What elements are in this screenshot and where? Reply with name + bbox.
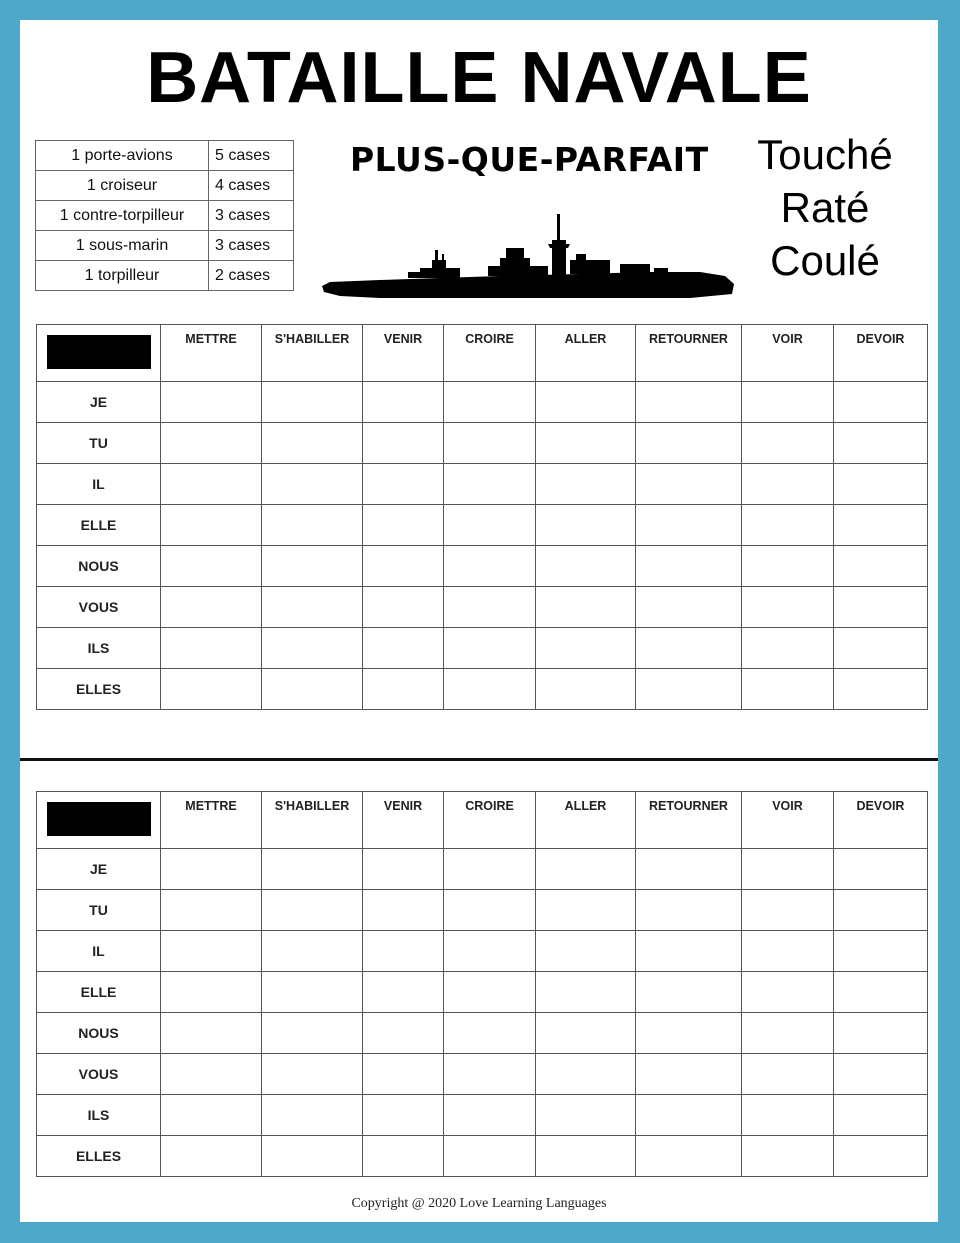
grid-cell[interactable] [536, 849, 636, 890]
ship-row [36, 141, 294, 171]
grid-cell[interactable] [636, 1136, 742, 1177]
grid-cell[interactable] [742, 546, 834, 587]
grid-cell[interactable] [444, 931, 536, 972]
result-sunk: Coulé [770, 237, 880, 284]
pronoun-label: IL [37, 931, 161, 972]
ship-size: 5 cases [209, 141, 294, 171]
grid-cell[interactable] [636, 587, 742, 628]
grid-cell[interactable] [742, 587, 834, 628]
grid-cell[interactable] [742, 669, 834, 710]
grid-cell[interactable] [834, 1136, 928, 1177]
ship-name: 1 croiseur [36, 171, 209, 201]
grid-row [37, 1013, 928, 1054]
grid-cell[interactable] [834, 1095, 928, 1136]
grid-cell[interactable] [536, 546, 636, 587]
verb-label: RETOURNER [649, 799, 728, 813]
grid-cell[interactable] [262, 546, 363, 587]
pronoun-label: ELLE [37, 972, 161, 1013]
grid-row [37, 628, 928, 669]
verb-header [363, 325, 444, 382]
ship-size: 3 cases [209, 201, 294, 231]
grid-cell[interactable] [444, 669, 536, 710]
verb-header [161, 792, 262, 849]
grid-cell[interactable] [161, 890, 262, 931]
grid-cell[interactable] [834, 669, 928, 710]
grid-cell[interactable] [161, 1136, 262, 1177]
grid-cell[interactable] [834, 587, 928, 628]
verb-label: METTRE [185, 799, 237, 813]
verb-label: ALLER [564, 799, 607, 813]
grid-cell[interactable] [262, 1095, 363, 1136]
grid-cell[interactable] [161, 423, 262, 464]
grid-cell[interactable] [636, 972, 742, 1013]
ship-row [36, 261, 294, 291]
battleship-silhouette-icon [320, 210, 740, 302]
pronoun-label: ILS [37, 1095, 161, 1136]
grid-cell[interactable] [834, 505, 928, 546]
grid-cell[interactable] [262, 849, 363, 890]
grid-cell[interactable] [262, 931, 363, 972]
grid-cell[interactable] [536, 423, 636, 464]
verb-label: DEVOIR [856, 332, 905, 346]
grid-cell[interactable] [444, 505, 536, 546]
grid-cell[interactable] [636, 849, 742, 890]
verb-header [742, 792, 834, 849]
grid-cell[interactable] [363, 1095, 444, 1136]
grid-cell[interactable] [262, 382, 363, 423]
grid-cell[interactable] [444, 1136, 536, 1177]
grid-cell[interactable] [262, 972, 363, 1013]
verb-header [363, 792, 444, 849]
grid-row [37, 423, 928, 464]
grid-cell[interactable] [444, 1054, 536, 1095]
grid-cell[interactable] [536, 1095, 636, 1136]
grid-cell[interactable] [742, 505, 834, 546]
grid-cell[interactable] [636, 546, 742, 587]
ship-name: 1 porte-avions [36, 141, 209, 171]
grid-cell[interactable] [363, 890, 444, 931]
grid-cell[interactable] [161, 464, 262, 505]
grid-cell[interactable] [363, 546, 444, 587]
result-hit: Touché [757, 131, 893, 178]
verb-label: METTRE [185, 332, 237, 346]
verb-header [636, 325, 742, 382]
grid-cell[interactable] [536, 587, 636, 628]
pronoun-label: NOUS [37, 546, 161, 587]
ship-row [36, 171, 294, 201]
grid-cell[interactable] [363, 1054, 444, 1095]
grid-cell[interactable] [834, 849, 928, 890]
grid-cell[interactable] [363, 1013, 444, 1054]
grid-cell[interactable] [636, 931, 742, 972]
grid-cell[interactable] [536, 931, 636, 972]
grid-cell[interactable] [834, 628, 928, 669]
grid-cell[interactable] [536, 382, 636, 423]
grid-cell[interactable] [161, 505, 262, 546]
grid-cell[interactable] [161, 546, 262, 587]
verb-label: ALLER [564, 332, 607, 346]
grid-cell[interactable] [363, 505, 444, 546]
grid-cell[interactable] [636, 890, 742, 931]
grid-cell[interactable] [834, 972, 928, 1013]
grid-cell[interactable] [363, 587, 444, 628]
verb-header [636, 792, 742, 849]
grid-cell[interactable] [262, 1136, 363, 1177]
grid-cell[interactable] [834, 423, 928, 464]
grid-cell[interactable] [363, 972, 444, 1013]
grid-row [37, 464, 928, 505]
verb-header [742, 325, 834, 382]
grid-row [37, 546, 928, 587]
grid-cell[interactable] [536, 669, 636, 710]
grid-cell[interactable] [536, 628, 636, 669]
grid-cell[interactable] [161, 972, 262, 1013]
verb-header [262, 792, 363, 849]
grid-header-row [37, 792, 928, 849]
grid-row [37, 1095, 928, 1136]
redacted-box [47, 802, 151, 836]
grid-cell[interactable] [742, 1095, 834, 1136]
grid-cell[interactable] [161, 587, 262, 628]
grid-cell[interactable] [636, 1054, 742, 1095]
grid-cell[interactable] [536, 972, 636, 1013]
grid-cell[interactable] [363, 1136, 444, 1177]
pronoun-label: NOUS [37, 1013, 161, 1054]
verb-header [444, 792, 536, 849]
grid-cell[interactable] [742, 464, 834, 505]
grid-cell[interactable] [363, 423, 444, 464]
ship-row [36, 201, 294, 231]
verb-header [536, 792, 636, 849]
grid-header-row [37, 325, 928, 382]
copyright-notice: Copyright @ 2020 Love Learning Languages [351, 1196, 607, 1211]
grid-corner-cell [37, 792, 161, 849]
grid-cell[interactable] [444, 464, 536, 505]
verb-label: VOIR [772, 332, 803, 346]
grid-cell[interactable] [834, 1013, 928, 1054]
grid-cell[interactable] [636, 382, 742, 423]
grid-cell[interactable] [161, 849, 262, 890]
ship-row [36, 231, 294, 261]
grid-corner-cell [37, 325, 161, 382]
ship-name: 1 contre-torpilleur [36, 201, 209, 231]
grid-cell[interactable] [742, 1013, 834, 1054]
grid-cell[interactable] [161, 382, 262, 423]
grid-row [37, 382, 928, 423]
grid-cell[interactable] [536, 1136, 636, 1177]
grid-row [37, 890, 928, 931]
grid-cell[interactable] [161, 1095, 262, 1136]
grid-cell[interactable] [444, 972, 536, 1013]
grid-row [37, 505, 928, 546]
grid-cell[interactable] [363, 382, 444, 423]
grid-cell[interactable] [444, 546, 536, 587]
grid-cell[interactable] [536, 1054, 636, 1095]
grid-cell[interactable] [834, 890, 928, 931]
verb-label: VENIR [383, 799, 423, 813]
verb-header [262, 325, 363, 382]
pronoun-label: ELLES [37, 1136, 161, 1177]
verb-label: VOIR [772, 799, 803, 813]
grid-cell[interactable] [636, 1095, 742, 1136]
redacted-box [47, 335, 151, 369]
grid-cell[interactable] [742, 423, 834, 464]
grid-cell[interactable] [536, 890, 636, 931]
grid-cell[interactable] [363, 628, 444, 669]
ship-name: 1 sous-marin [36, 231, 209, 261]
grid-cell[interactable] [262, 1013, 363, 1054]
grid-cell[interactable] [834, 931, 928, 972]
grid-cell[interactable] [636, 423, 742, 464]
tense-subtitle: PLUS-QUE-PARFAIT [350, 140, 709, 179]
verb-label: RETOURNER [649, 332, 728, 346]
grid-cell[interactable] [444, 1095, 536, 1136]
grid-cell[interactable] [161, 628, 262, 669]
grid-row [37, 669, 928, 710]
pronoun-label: TU [37, 890, 161, 931]
grid-cell[interactable] [834, 546, 928, 587]
pronoun-label: ELLES [37, 669, 161, 710]
grid-cell[interactable] [161, 1013, 262, 1054]
grid-cell[interactable] [742, 890, 834, 931]
grid-cell[interactable] [536, 464, 636, 505]
grid-cell[interactable] [262, 669, 363, 710]
pronoun-label: TU [37, 423, 161, 464]
game-grid-top [36, 324, 928, 710]
grid-cell[interactable] [742, 382, 834, 423]
verb-label: CROIRE [465, 799, 514, 813]
grid-row [37, 931, 928, 972]
grid-cell[interactable] [742, 931, 834, 972]
pronoun-label: ILS [37, 628, 161, 669]
pronoun-label: VOUS [37, 1054, 161, 1095]
grid-cell[interactable] [834, 464, 928, 505]
result-miss: Raté [780, 184, 870, 231]
verb-header [161, 325, 262, 382]
verb-header [834, 792, 928, 849]
grid-cell[interactable] [742, 972, 834, 1013]
grid-cell[interactable] [444, 587, 536, 628]
grid-cell[interactable] [161, 1054, 262, 1095]
game-grid-bottom [36, 791, 928, 1177]
verb-header [834, 325, 928, 382]
grid-cell[interactable] [636, 669, 742, 710]
grid-row [37, 587, 928, 628]
page-title: BATAILLE NAVALE [146, 38, 812, 118]
grid-cell[interactable] [444, 423, 536, 464]
ship-size: 3 cases [209, 231, 294, 261]
grid-cell[interactable] [636, 505, 742, 546]
results-legend [732, 128, 918, 287]
grid-cell[interactable] [262, 587, 363, 628]
grid-cell[interactable] [444, 628, 536, 669]
grid-cell[interactable] [262, 628, 363, 669]
verb-label: S'HABILLER [274, 799, 350, 813]
grid-cell[interactable] [262, 464, 363, 505]
grid-row [37, 1054, 928, 1095]
grid-cell[interactable] [742, 849, 834, 890]
grid-row [37, 849, 928, 890]
grid-cell[interactable] [536, 505, 636, 546]
ship-size: 4 cases [209, 171, 294, 201]
worksheet-page [20, 20, 938, 1222]
grid-cell[interactable] [444, 1013, 536, 1054]
grid-row [37, 1136, 928, 1177]
pronoun-label: IL [37, 464, 161, 505]
grid-cell[interactable] [742, 1054, 834, 1095]
grid-cell[interactable] [363, 669, 444, 710]
grid-cell[interactable] [262, 423, 363, 464]
grid-cell[interactable] [444, 890, 536, 931]
verb-label: VENIR [383, 332, 423, 346]
verb-label: CROIRE [465, 332, 514, 346]
grid-cell[interactable] [161, 669, 262, 710]
grid-cell[interactable] [636, 628, 742, 669]
grid-cell[interactable] [536, 1013, 636, 1054]
grid-cell[interactable] [363, 931, 444, 972]
verb-header [444, 325, 536, 382]
grid-cell[interactable] [363, 849, 444, 890]
verb-label: S'HABILLER [274, 332, 350, 346]
grid-row [37, 972, 928, 1013]
ship-size: 2 cases [209, 261, 294, 291]
grid-cell[interactable] [444, 849, 536, 890]
grid-cell[interactable] [834, 382, 928, 423]
grid-cell[interactable] [262, 890, 363, 931]
pronoun-label: JE [37, 849, 161, 890]
verb-label: DEVOIR [856, 799, 905, 813]
grid-cell[interactable] [444, 382, 536, 423]
grid-cell[interactable] [636, 464, 742, 505]
grid-cell[interactable] [363, 464, 444, 505]
grid-cell[interactable] [262, 505, 363, 546]
grid-cell[interactable] [834, 1054, 928, 1095]
pronoun-label: JE [37, 382, 161, 423]
pronoun-label: ELLE [37, 505, 161, 546]
ship-name: 1 torpilleur [36, 261, 209, 291]
grid-cell[interactable] [161, 931, 262, 972]
page-divider [20, 758, 938, 761]
grid-cell[interactable] [636, 1013, 742, 1054]
grid-cell[interactable] [262, 1054, 363, 1095]
pronoun-label: VOUS [37, 587, 161, 628]
verb-header [536, 325, 636, 382]
grid-cell[interactable] [742, 628, 834, 669]
grid-cell[interactable] [742, 1136, 834, 1177]
ship-list-table [35, 140, 294, 291]
